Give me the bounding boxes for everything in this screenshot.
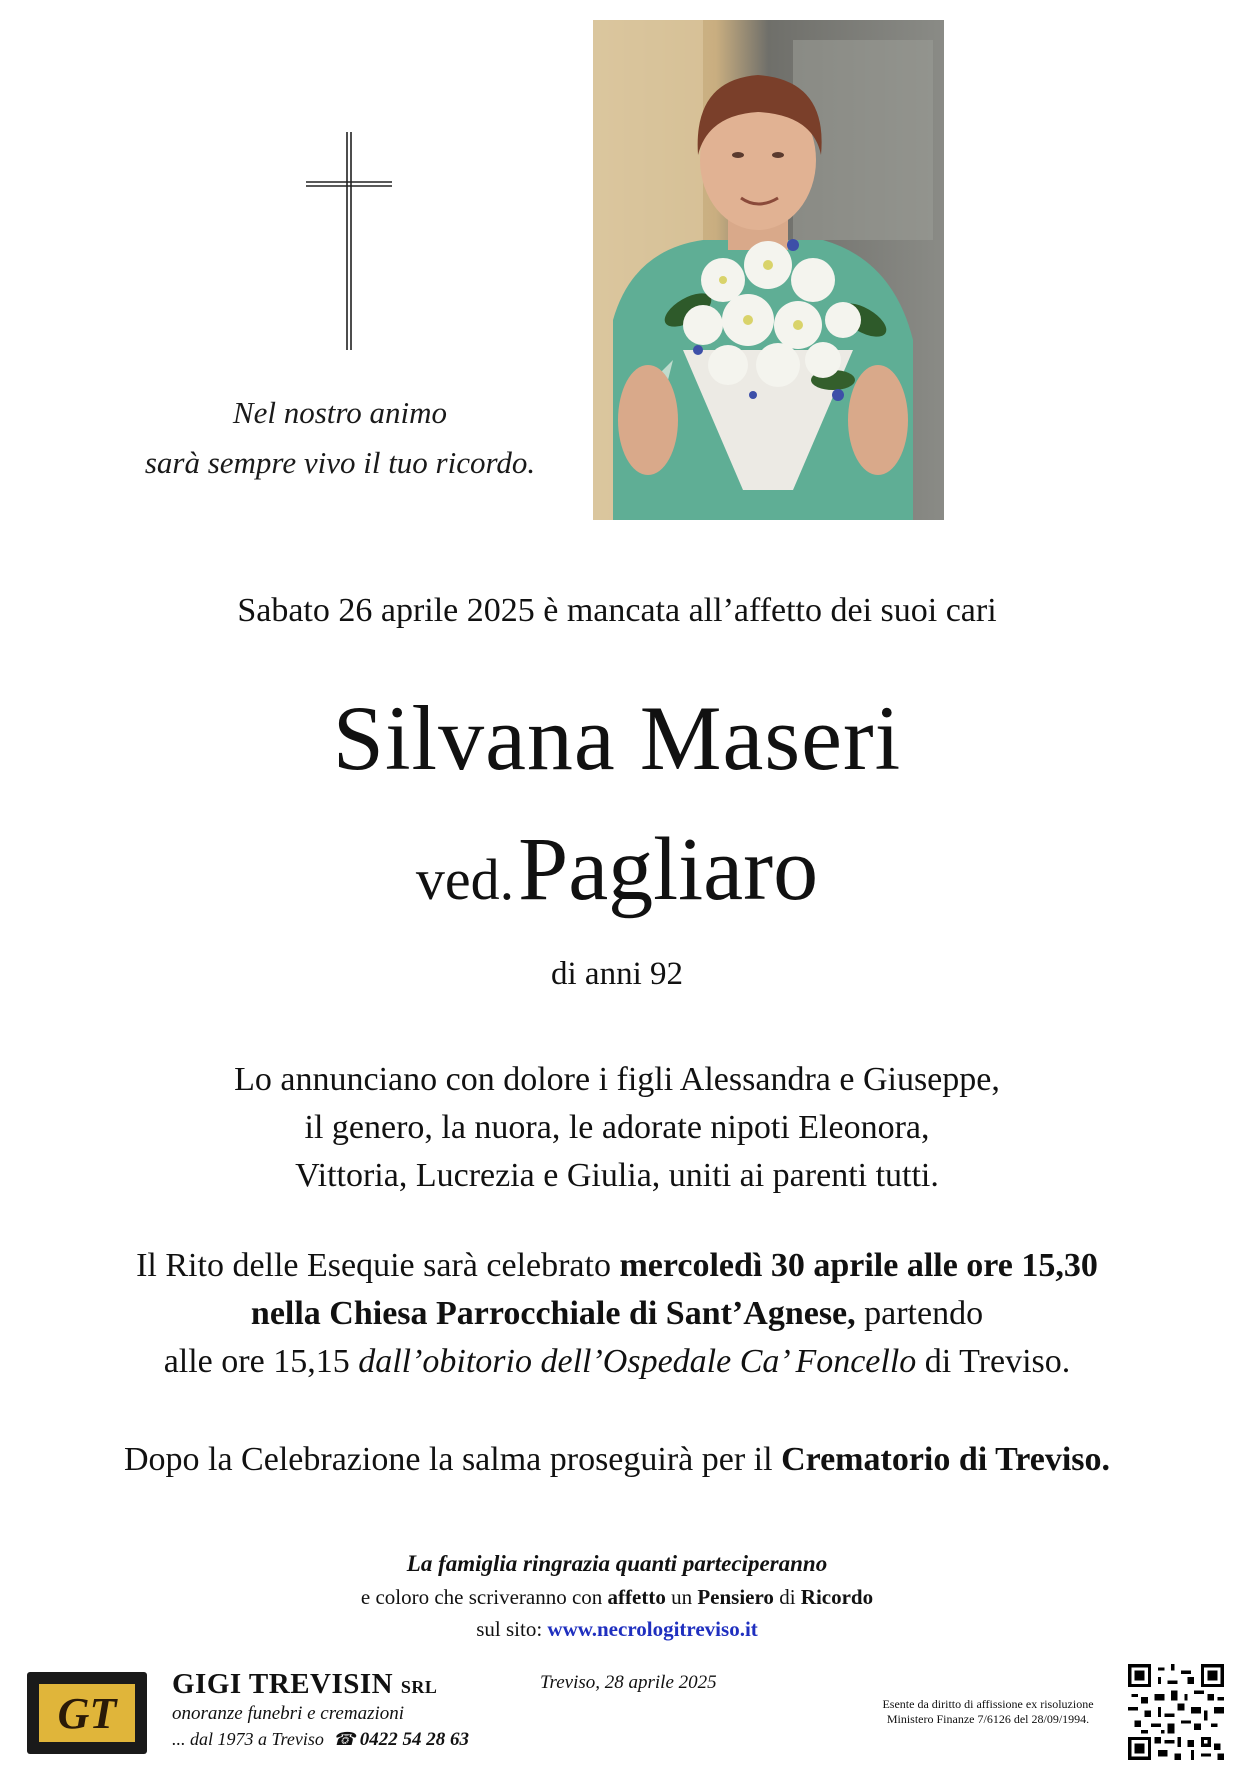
family-thanks-title: La famiglia ringrazia quanti parteciperanno (406, 1551, 828, 1576)
rite-church: nella Chiesa Parrocchiale di Sant’Agnese, (250, 1295, 856, 1332)
family-announcement (0, 1056, 1234, 1200)
rite-departure-time: alle ore 15,15 (163, 1343, 359, 1380)
website-link[interactable]: www.necrologitreviso.it (547, 1617, 758, 1641)
deceased-married-name (0, 820, 1234, 945)
deceased-name: Silvana Maseri (332, 687, 902, 789)
rite-departure-place: dall’obitorio dell’Ospedale Ca’ Foncello (358, 1343, 917, 1380)
exemption-line-2: Ministero Finanze 7/6126 del 28/09/1994. (886, 1712, 1090, 1726)
quote-line-2: sarà sempre vivo il tuo ricordo. (144, 445, 536, 480)
phone-icon: ☎ (332, 1729, 356, 1749)
company-name (172, 1668, 469, 1701)
memorial-quote (100, 388, 580, 488)
married-surname: Pagliaro (518, 820, 819, 919)
company-since (172, 1729, 469, 1751)
website-label: sul sito: (476, 1617, 548, 1641)
rite-line-1-text: Il Rito delle Esequie sarà celebrato (136, 1247, 620, 1284)
family-thanks-line (0, 1582, 1234, 1613)
funeral-company-info (172, 1668, 469, 1751)
rite-line-1 (0, 1242, 1234, 1290)
rite-city: di Treviso. (916, 1343, 1071, 1380)
company-suffix: SRL (400, 1677, 438, 1697)
company-subtitle: onoranze funebri e cremazioni (172, 1703, 405, 1724)
rite-line-2 (0, 1290, 1234, 1338)
thanks-affetto: affetto (607, 1585, 666, 1609)
family-line-3: Vittoria, Lucrezia e Giulia, uniti ai parenti tutti. (295, 1157, 939, 1194)
company-logo (27, 1672, 147, 1754)
company-since-text: ... dal 1973 a Treviso (172, 1729, 324, 1749)
publication-date: Treviso, 28 aprile 2025 (540, 1672, 717, 1693)
thanks-pensiero: Pensiero (697, 1585, 774, 1609)
tax-exemption-note (858, 1697, 1118, 1727)
thanks-text-a: e coloro che scriveranno con (360, 1585, 608, 1609)
rite-line-3 (0, 1338, 1234, 1386)
rite-date-time: mercoledì 30 aprile alle ore 15,30 (619, 1247, 1098, 1284)
logo-monogram: GT (57, 1689, 117, 1738)
company-phone[interactable]: 0422 54 28 63 (359, 1729, 470, 1750)
family-line-2: il genero, la nuora, le adorate nipoti Eleonora, (304, 1109, 930, 1146)
quote-line-1: Nel nostro animo (232, 395, 448, 430)
cremation-text: Dopo la Celebrazione la salma proseguirà per il (123, 1441, 782, 1478)
exemption-line-1: Esente da diritto di affissione ex risoluzione (882, 1697, 1094, 1711)
company-name-text: GIGI TREVISIN (172, 1668, 394, 1700)
deceased-portrait-photo (593, 20, 944, 520)
qr-code[interactable] (1128, 1664, 1224, 1760)
rite-line-2-text: partendo (855, 1295, 984, 1332)
thanks-text-e: di (773, 1585, 801, 1609)
thanks-ricordo: Ricordo (800, 1585, 874, 1609)
website-line (0, 1614, 1234, 1645)
thanks-text-c: un (665, 1585, 698, 1609)
cremation-notice (0, 1436, 1234, 1484)
widow-prefix: ved. (415, 847, 515, 912)
cross-icon (306, 132, 392, 350)
crematorium-name: Crematorio di Treviso. (781, 1441, 1111, 1478)
deceased-age: di anni 92 (551, 956, 683, 992)
family-line-1: Lo annunciano con dolore i figli Alessandra e Giuseppe, (234, 1061, 1000, 1098)
death-announcement: Sabato 26 aprile 2025 è mancata all’affetto dei suoi cari (237, 592, 997, 629)
funeral-rite-details (0, 1242, 1234, 1386)
